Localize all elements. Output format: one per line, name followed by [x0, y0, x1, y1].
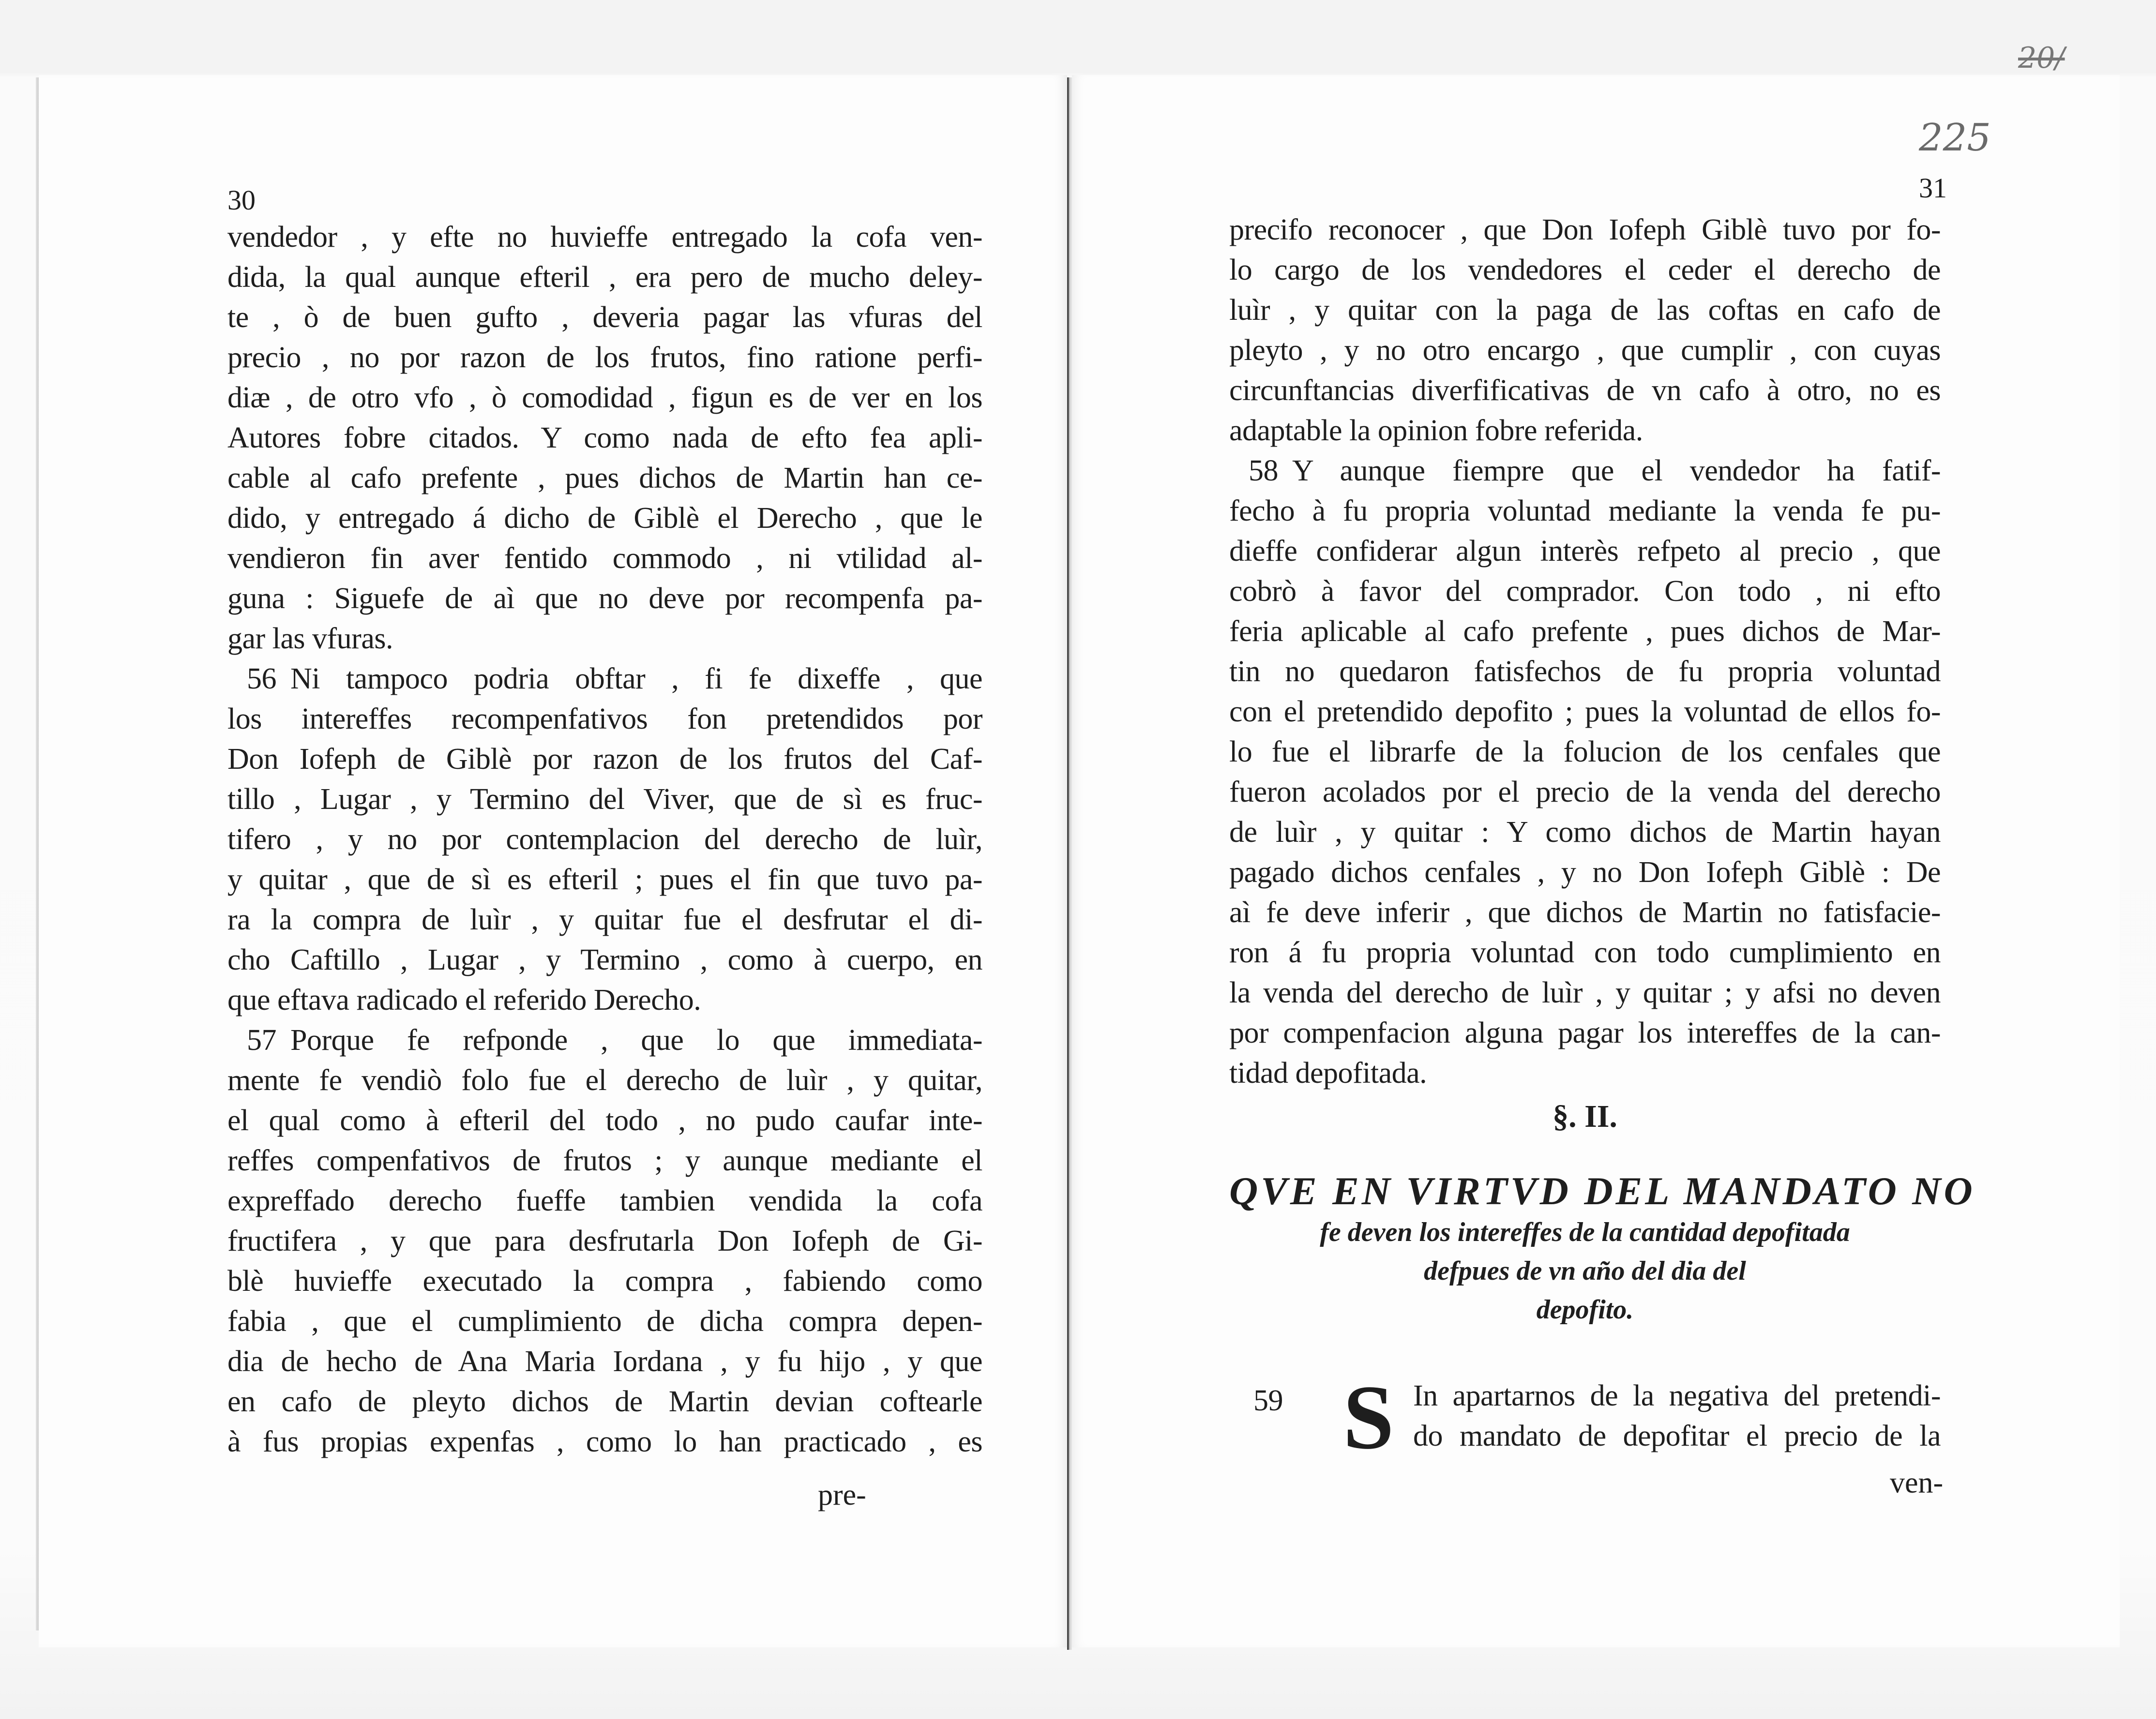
paragraph-number: 58 — [1249, 454, 1278, 487]
section-subtitle-line: fe deven los intereffes de la cantidad depofitada — [1320, 1217, 1850, 1247]
text-line: aì fe deve inferir , que dichos de Martin no fatisfacie- — [1229, 896, 1941, 929]
text-line: fecho à fu propria voluntad mediante la venda fe pu- — [1229, 494, 1941, 527]
text-line: cable al cafo prefente , pues dichos de Martin han ce- — [227, 462, 982, 494]
text-line: Autores fobre citados. Y como nada de efto fea apli- — [227, 421, 982, 454]
left-page — [39, 75, 1067, 1647]
paragraph-58-first-line — [1229, 454, 1941, 488]
page-number: 30 — [227, 184, 256, 216]
text-line: Porque fe refponde , que lo que immediata- — [290, 1024, 982, 1057]
text-line: fabia , que el cumplimiento de dicha compra depen- — [227, 1305, 982, 1338]
text-line: Don Iofeph de Giblè por razon de los frutos del Caf- — [227, 743, 982, 776]
text-line: te , ò de buen gufto , deveria pagar las vfuras del — [227, 301, 982, 334]
text-line: vendedor , y efte no huvieffe entregado la cofa ven- — [227, 221, 982, 254]
text-line: feria aplicable al cafo prefente , pues dichos de Mar- — [1229, 615, 1941, 648]
text-line: dido, y entregado á dicho de Giblè el Derecho , que le — [227, 502, 982, 535]
text-line: los intereffes recompenfativos fon pretendidos por — [227, 703, 982, 735]
right-page — [1072, 41, 2120, 1647]
text-line: la venda del derecho de luìr , y quitar ; y afsi no deven — [1229, 976, 1941, 1009]
catchword: pre- — [818, 1479, 866, 1511]
paragraph-number: 57 — [247, 1024, 276, 1057]
text-line: por compenfacion alguna pagar los intereffes de la can- — [1229, 1016, 1941, 1049]
text-line: à fus propias expenfas , como lo han practicado , es — [227, 1425, 982, 1458]
text-line: que eftava radicado el referido Derecho. — [227, 984, 701, 1016]
catchword: ven- — [1890, 1466, 1944, 1499]
text-line: tillo , Lugar , y Termino del Viver, que de sì es fruc- — [227, 783, 982, 816]
section-title: QVE EN VIRTVD DEL MANDATO NO — [1229, 1169, 1975, 1213]
text-line: ra la compra de luìr , y quitar fue el desfrutar el di- — [227, 903, 982, 936]
section-subtitle-line: defpues de vn año del dia del — [1424, 1256, 1746, 1286]
text-line: dieffe confiderar algun interès refpeto al precio , que — [1229, 535, 1941, 568]
drop-capital: S — [1343, 1367, 1394, 1468]
text-line: circunftancias diverfificativas de vn cafo à otro, no es — [1229, 374, 1941, 407]
text-line: In apartarnos de la negativa del pretendi- — [1413, 1379, 1941, 1412]
text-line: pleyto , y no otro encargo , que cumplir , con cuyas — [1229, 334, 1941, 367]
text-line: fructifera , y que para desfrutarla Don Iofeph de Gi- — [227, 1225, 982, 1257]
text-line: gar las vfuras. — [227, 622, 393, 655]
text-line: do mandato de depofitar el precio de la — [1413, 1420, 1941, 1452]
text-line: lo cargo de los vendedores el ceder el derecho de — [1229, 254, 1941, 286]
text-line: pagado dichos cenfales , y no Don Iofeph Giblè : De — [1229, 856, 1941, 889]
text-line: en cafo de pleyto dichos de Martin devian coftearle — [227, 1385, 982, 1418]
text-line: de luìr , y quitar : Y como dichos de Martin hayan — [1229, 816, 1941, 849]
text-line: el qual como à efteril del todo , no pudo caufar inte- — [227, 1104, 982, 1137]
text-line: expreffado derecho fueffe tambien vendida la cofa — [227, 1184, 982, 1217]
text-line: blè huvieffe executado la compra , fabiendo como — [227, 1265, 982, 1298]
handwritten-struck-folio: 20/ — [2018, 41, 2065, 75]
text-line: lo fue el librarfe de la folucion de los cenfales que — [1229, 735, 1941, 768]
text-line: Y aunque fiempre que el vendedor ha fatif- — [1292, 454, 1941, 487]
text-line: dia de hecho de Ana Maria Iordana , y fu hijo , y que — [227, 1345, 982, 1378]
text-line: fueron acolados por el precio de la venda del derecho — [1229, 776, 1941, 808]
text-line: con el pretendido depofito ; pues la voluntad de ellos fo- — [1229, 695, 1941, 728]
text-line: precifo reconocer , que Don Iofeph Giblè tuvo por fo- — [1229, 213, 1941, 246]
text-line: tin no quedaron fatisfechos de fu propria voluntad — [1229, 655, 1941, 688]
paragraph-number: 56 — [247, 662, 276, 695]
page-number: 31 — [1919, 172, 1947, 204]
text-line: guna : Siguefe de aì que no deve por recompenfa pa- — [227, 582, 982, 615]
paragraph-number: 59 — [1253, 1384, 1283, 1417]
text-line: ron á fu propria voluntad con todo cumplimiento en — [1229, 936, 1941, 969]
text-line: precio , no por razon de los frutos, fino ratione perfi- — [227, 341, 982, 374]
section-subtitle-line: depofito. — [1536, 1295, 1634, 1325]
book-gutter — [1067, 77, 1072, 1650]
text-line: luìr , y quitar con la paga de las coftas en cafo de — [1229, 294, 1941, 327]
section-mark: §. II. — [1553, 1099, 1617, 1134]
text-line: cho Caftillo , Lugar , y Termino , como à cuerpo, en — [227, 943, 982, 976]
text-line: tidad depofitada. — [1229, 1057, 1427, 1090]
paragraph-57-first-line — [227, 1023, 982, 1057]
text-line: diæ , de otro vfo , ò comodidad , figun es de ver en los — [227, 381, 982, 414]
text-line: dida, la qual aunque efteril , era pero de mucho deley- — [227, 261, 982, 294]
text-line: tifero , y no por contemplacion del derecho de luìr, — [227, 823, 982, 856]
text-line: mente fe vendiò folo fue el derecho de luìr , y quitar, — [227, 1064, 982, 1097]
text-line: vendieron fin aver fentido commodo , ni vtilidad al- — [227, 542, 982, 575]
paragraph-56-first-line — [227, 662, 982, 696]
text-line: reffes compenfativos de frutos ; y aunque mediante el — [227, 1144, 982, 1177]
text-line: Ni tampoco podria obftar , fi fe dixeffe , que — [290, 662, 982, 695]
text-line: cobrò à favor del comprador. Con todo , ni efto — [1229, 575, 1941, 608]
handwritten-folio: 225 — [1919, 116, 1991, 160]
text-line: adaptable la opinion fobre referida. — [1229, 414, 1643, 447]
text-line: y quitar , que de sì es efteril ; pues el fin que tuvo pa- — [227, 863, 982, 896]
